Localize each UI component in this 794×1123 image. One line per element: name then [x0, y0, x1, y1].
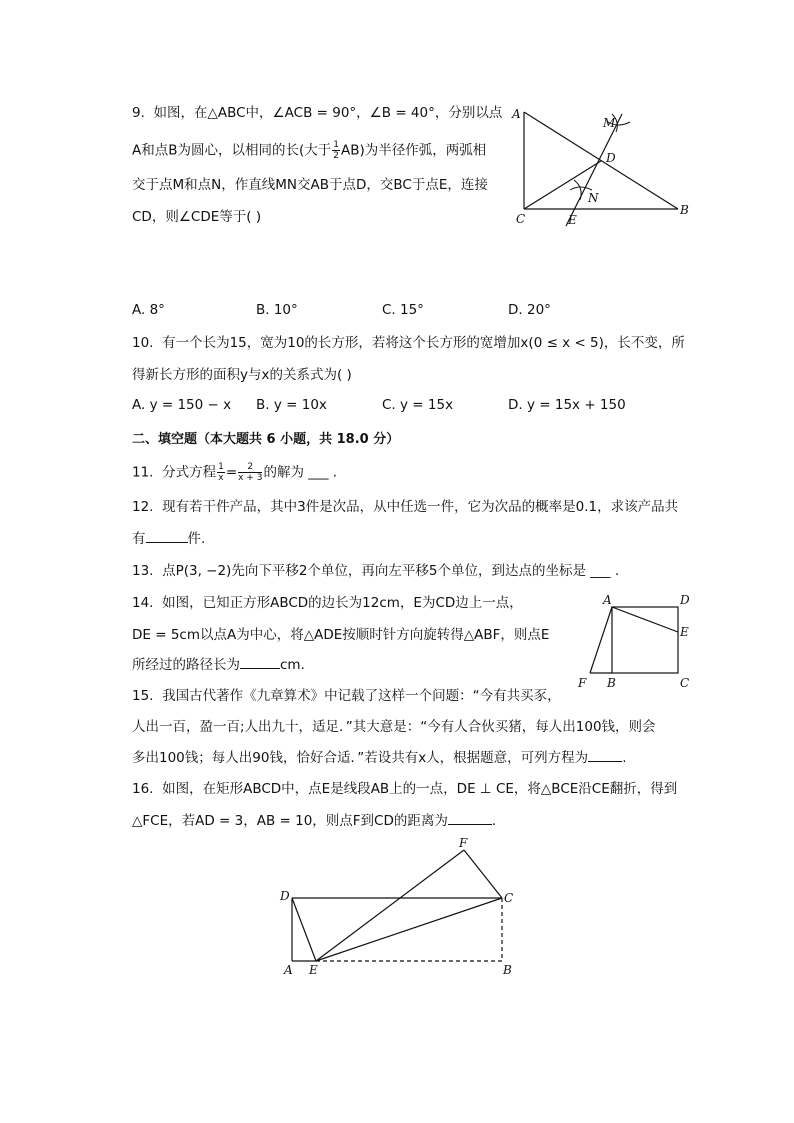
- q14-answer-blank[interactable]: [240, 668, 280, 669]
- q16-line1: [132, 780, 677, 798]
- q11-frac2-num: 2: [238, 462, 262, 473]
- q9-frac-num: 1: [333, 140, 339, 150]
- q14-label-E: E: [680, 625, 689, 639]
- q11-frac1-num: 1: [218, 462, 224, 472]
- q15-text3a: 多出100钱；每人出90钱，恰好合适．”若设共有x人，根据题意，可列方程为: [132, 750, 589, 766]
- q9-line2: [132, 140, 486, 161]
- q12-text2b: 件.: [187, 531, 206, 547]
- q9-label-B: B: [680, 203, 689, 217]
- q15-text3b: .: [622, 750, 627, 766]
- q9-text2b: AB)为半径作弧，两弧相: [341, 142, 487, 159]
- q14-line3: [132, 656, 305, 674]
- q9-number: 9.: [132, 105, 145, 121]
- q14-text3b: cm.: [280, 657, 305, 673]
- q14-label-F: F: [578, 676, 587, 690]
- q15-text1: 我国古代著作《九章算术》中记载了这样一个问题：“今有共买豕，: [162, 688, 561, 704]
- q12-line2: [132, 530, 205, 548]
- q15-line3: [132, 749, 626, 767]
- q9-line4: CD，则∠CDE等于( ): [132, 209, 262, 225]
- q9-option-d: D. 20°: [508, 302, 551, 318]
- q9-label-M: M: [603, 116, 616, 130]
- q10-line1: [132, 334, 685, 352]
- q14-line2: DE = 5cm以点A为中心，将△ADE按顺时针方向旋转得△ABF，则点E: [132, 627, 550, 643]
- section-title-fill-blank: 二、填空题（本大题共 6 小题，共 18.0 分）: [132, 432, 400, 447]
- q16-label-D: D: [280, 889, 290, 903]
- q16-label-B: B: [503, 963, 512, 977]
- q16-text2b: .: [491, 813, 497, 829]
- q9-label-A: A: [512, 107, 521, 121]
- q14-label-D: D: [680, 593, 690, 607]
- q16-label-A: A: [284, 963, 293, 977]
- q11-number: 11.: [132, 464, 154, 481]
- q9-label-C: C: [516, 212, 526, 226]
- q11-prefix: 分式方程: [162, 464, 217, 481]
- q9-figure: [500, 100, 700, 230]
- q9-option-c: C. 15°: [382, 302, 424, 318]
- q12-number: 12.: [132, 499, 154, 515]
- q11-frac2: [238, 462, 262, 483]
- q11-frac1-den: x: [218, 473, 224, 483]
- q16-line2: [132, 812, 496, 830]
- q9-line1: [132, 104, 502, 122]
- q16-label-C: C: [504, 891, 514, 905]
- q14-text1: 如图，已知正方形ABCD的边长为12cm，E为CD边上一点，: [162, 595, 523, 611]
- q14-label-B: B: [607, 676, 616, 690]
- q9-text1: 如图，在△ABC中，∠ACB = 90°，∠B = 40°，分别以点: [153, 105, 503, 121]
- q12-text1: 现有若干件产品，其中3件是次品，从中任选一件，它为次品的概率是0.1，求该产品共: [162, 499, 679, 515]
- q10-text1: 有一个长为15，宽为10的长方形，若将这个长方形的宽增加x(0 ≤ x < 5)，长不变，所: [162, 335, 685, 351]
- q10-option-b: B. y = 10x: [256, 397, 327, 413]
- q16-label-E: E: [309, 963, 318, 977]
- q14-label-C: C: [680, 676, 690, 690]
- q12-line1: [132, 498, 678, 516]
- q13-number: 13.: [132, 563, 154, 579]
- q13-line1: [132, 562, 619, 580]
- q16-answer-blank[interactable]: [448, 824, 492, 825]
- q9-frac-den: 2: [333, 151, 339, 161]
- q9-line3: 交于点M和点N，作直线MN交AB于点D，交BC于点E，连接: [132, 177, 488, 193]
- q11-frac1: [217, 462, 225, 483]
- q15-line2: 人出一百，盈一百;人出九十，适足．”其大意是：“今有人合伙买猪，每人出100钱，则会: [132, 719, 656, 735]
- q10-option-d: D. y = 15x + 150: [508, 397, 626, 413]
- q9-label-E: E: [568, 213, 577, 227]
- q14-text3a: 所经过的路径长为: [132, 657, 240, 673]
- q16-text1: 如图，在矩形ABCD中，点E是线段AB上的一点，DE ⊥ CE，将△BCE沿CE翻折，得到: [162, 781, 678, 797]
- q9-label-D: D: [606, 151, 616, 165]
- q9-option-a: A. 8°: [132, 302, 165, 318]
- q10-option-a: A. y = 150 − x: [132, 397, 232, 413]
- q14-number: 14.: [132, 595, 154, 611]
- q12-text2a: 有: [132, 531, 146, 547]
- q12-answer-blank[interactable]: [146, 542, 188, 543]
- q16-label-F: F: [459, 836, 468, 850]
- q10-option-c: C. y = 15x: [382, 397, 454, 413]
- q16-number: 16.: [132, 781, 154, 797]
- q14-label-A: A: [603, 593, 612, 607]
- q14-line1: [132, 594, 523, 612]
- q11-suffix: 的解为 ___ .: [263, 464, 338, 481]
- q13-text1: 点P(3, −2)先向下平移2个单位，再向左平移5个单位，到达点的坐标是 ___ .: [162, 563, 620, 579]
- q16-figure: [276, 834, 526, 984]
- q9-fraction: [332, 140, 340, 161]
- q14-figure: [574, 592, 704, 692]
- q9-option-b: B. 10°: [256, 302, 298, 318]
- q11-line: [132, 462, 337, 483]
- q10-number: 10.: [132, 335, 154, 351]
- q10-line2: 得新长方形的面积y与x的关系式为( ): [132, 367, 352, 383]
- q16-text2a: △FCE，若AD = 3，AB = 10，则点F到CD的距离为: [132, 813, 448, 829]
- q11-frac2-den: x + 3: [238, 473, 263, 483]
- q15-line1: [132, 687, 561, 705]
- q11-eq: =: [225, 464, 238, 481]
- q15-number: 15.: [132, 688, 154, 704]
- q9-text2a: A和点B为圆心，以相同的长(大于: [132, 142, 332, 159]
- q9-label-N: N: [588, 191, 599, 205]
- q15-answer-blank[interactable]: [588, 761, 622, 762]
